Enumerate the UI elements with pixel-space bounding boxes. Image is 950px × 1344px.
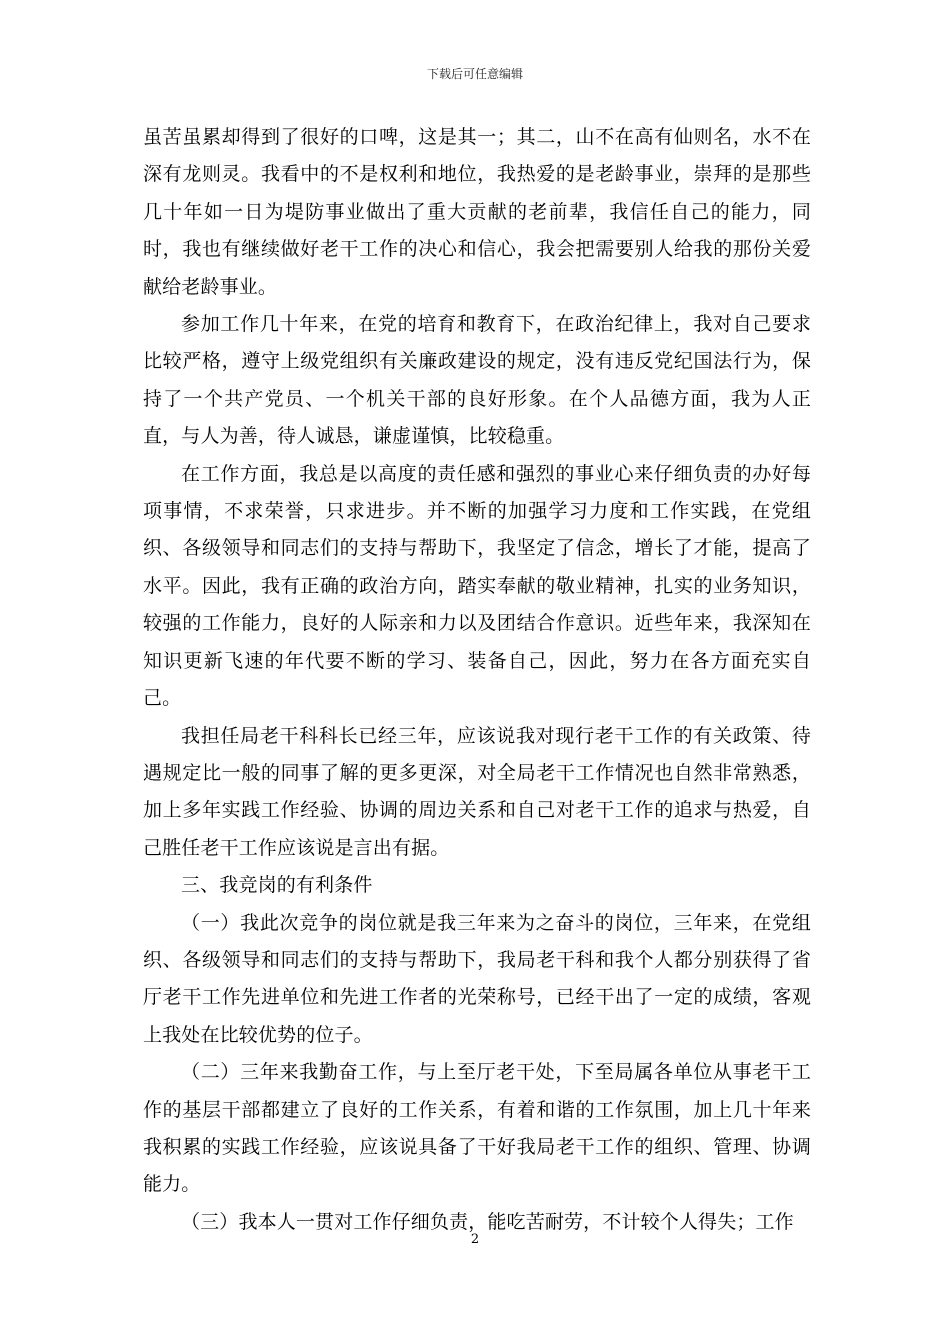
document-body (143, 119, 811, 1241)
paragraph-section-chief-experience: 我担任局老干科科长已经三年，应该说我对现行老干工作的有关政策、待遇规定比一般的同事了解的更多更深，对全局老干工作情况也自然非常熟悉，加上多年实践工作经验、协调的周边关系和自己对老干工作的追求与热爱，自己胜任老干工作应该说是言出有据。 (143, 724, 811, 859)
section-heading-advantages: 三、我竞岗的有利条件 (181, 874, 373, 897)
page-header: 下载后可任意编辑 (426, 67, 523, 81)
paragraph-continuation: 虽苦虽累却得到了很好的口啤，这是其一；其二，山不在高有仙则名，水不在深有龙则灵。我看中的不是权利和地位，我热爱的是老龄事业，崇拜的是那些几十年如一日为堤防事业做出了重大贡献的老前辈，我信任自己的能力，同时，我也有继续做好老干工作的决心和信心，我会把需要别人给我的那份关爱献给老龄事业。 (143, 126, 811, 298)
paragraph-advantage-two: （二）三年来我勤奋工作，与上至厅老干处，下至局属各单位从事老干工作的基层干部都建立了良好的工作关系，有着和谐的工作氛围，加上几十年来我积累的实践工作经验，应该说具备了干好我局老干工作的组织、管理、协调能力。 (143, 1061, 811, 1196)
paragraph-advantage-one: （一）我此次竞争的岗位就是我三年来为之奋斗的岗位，三年来，在党组织、各级领导和同志们的支持与帮助下，我局老干科和我个人都分别获得了省厅老干工作先进单位和先进工作者的光荣称号，已经干出了一定的成绩，客观上我处在比较优势的位子。 (143, 911, 811, 1046)
paragraph-advantage-three: （三）我本人一贯对工作仔细负责，能吃苦耐劳，不计较个人得失；工作 (181, 1210, 794, 1233)
page-number: 2 (470, 1232, 480, 1247)
paragraph-political-discipline: 参加工作几十年来，在党的培育和教育下，在政治纪律上，我对自己要求比较严格，遵守上级党组织有关廉政建设的规定，没有违反党纪国法行为，保持了一个共产党员、一个机关干部的良好形象。在个人品德方面，我为人正直，与人为善，待人诚恳，谦虚谨慎，比较稳重。 (143, 313, 811, 448)
paragraph-work-attitude: 在工作方面，我总是以高度的责任感和强烈的事业心来仔细负责的办好每项事情，不求荣誉，只求进步。并不断的加强学习力度和工作实践，在党组织、各级领导和同志们的支持与帮助下，我坚定了信念，增长了才能，提高了水平。因此，我有正确的政治方向，踏实奉献的敬业精神，扎实的业务知识，较强的工作能力，良好的人际亲和力以及团结合作意识。近些年来，我深知在知识更新飞速的年代要不断的学习、装备自己，因此，努力在各方面充实自己。 (143, 462, 811, 710)
